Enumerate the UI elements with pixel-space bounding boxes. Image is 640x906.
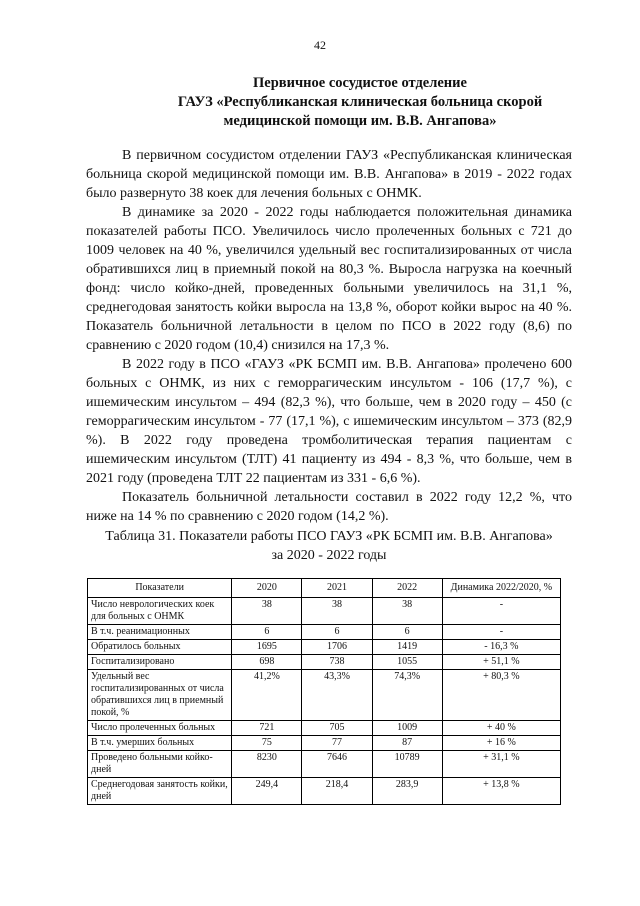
row-label: Среднегодовая занятость койки, дней: [88, 778, 232, 805]
table-row: [88, 751, 561, 778]
table-caption-line-1: Таблица 31. Показатели работы ПСО ГАУЗ «РК БСМП им. В.В. Ангапова»: [105, 529, 553, 544]
value-2020: 249,4: [232, 778, 302, 805]
table-body: [88, 598, 561, 805]
value-2020: 8230: [232, 751, 302, 778]
value-2021: 738: [302, 655, 372, 670]
heading-line-3: медицинской помощи им. В.В. Ангапова»: [223, 113, 497, 129]
value-2022: 1419: [372, 640, 442, 655]
value-2022: 87: [372, 736, 442, 751]
value-2021: 38: [302, 598, 372, 625]
row-label: Удельный вес госпитализированных от числа обратившихся лиц в приемный покой, %: [88, 670, 232, 721]
value-2021: 6: [302, 625, 372, 640]
paragraph: В 2022 году в ПСО «ГАУЗ «РК БСМП им. В.В. Ангапова» пролечено 600 больных с ОНМК, из них с геморрагическим инсультом - 106 (17,7 %), с ишемическим инсультом – 494 (82,3 %), что больше, чем в 2020 году – 450 (с геморрагическим инсультом - 77 (17,1 %), с ишемическим инсультом – 373 (82,9 %). В 2022 году проведена тромболитическая терапия пациентам с ишемическим инсультом (ТЛТ) 41 пациенту из 494 - 8,3 %, что больше, чем в 2021 году (проведена ТЛТ 22 пациентам из 331 - 6,6 %).: [86, 357, 572, 486]
table-row: [88, 721, 561, 736]
table-caption-line-2: за 2020 - 2022 годы: [271, 548, 387, 563]
row-label: Госпитализировано: [88, 655, 232, 670]
indicators-table: [87, 578, 561, 805]
value-2020: 1695: [232, 640, 302, 655]
value-2021: 218,4: [302, 778, 372, 805]
table-header-row: [88, 579, 561, 598]
table-row: [88, 736, 561, 751]
value-2021: 705: [302, 721, 372, 736]
header-cell-dynamics: Динамика 2022/2020, %: [442, 579, 560, 598]
value-dynamics: - 16,3 %: [442, 640, 560, 655]
table-row: [88, 625, 561, 640]
table-row: [88, 778, 561, 805]
paragraph: В динамике за 2020 - 2022 годы наблюдается положительная динамика показателей работы ПСО. Увеличилось число пролеченных больных с 721 до 1009 человек на 40 %, увеличился удельный вес госпитализированных от числа обратившихся лиц в приемный покой на 80,3 %. Выросла нагрузка на коечный фонд: число койко-дней, проведенных больными увеличилось на 31,1 %, среднегодовая занятость койки выросла на 13,8 %, оборот койки вырос на 40 %. Показатель больничной летальности в целом по ПСО в 2022 году (8,6) по сравнению с 2020 годом (10,4) снизился на 17,3 %.: [86, 205, 572, 353]
table-row: [88, 598, 561, 625]
body-text: [86, 146, 572, 526]
row-label: Проведено больными койко-дней: [88, 751, 232, 778]
value-2021: 1706: [302, 640, 372, 655]
value-2022: 10789: [372, 751, 442, 778]
heading-line-1: Первичное сосудистое отделение: [253, 75, 467, 91]
row-label: Число неврологических коек для больных с ОНМК: [88, 598, 232, 625]
value-2022: 6: [372, 625, 442, 640]
value-2020: 75: [232, 736, 302, 751]
value-dynamics: -: [442, 625, 560, 640]
row-label: В т.ч. реанимационных: [88, 625, 232, 640]
value-2020: 6: [232, 625, 302, 640]
value-2020: 38: [232, 598, 302, 625]
row-label: Обратилось больных: [88, 640, 232, 655]
value-2020: 698: [232, 655, 302, 670]
value-2022: 283,9: [372, 778, 442, 805]
table-row: [88, 670, 561, 721]
table-row: [88, 640, 561, 655]
heading-line-2: ГАУЗ «Республиканская клиническая больница скорой: [177, 94, 543, 110]
value-dynamics: + 16 %: [442, 736, 560, 751]
value-2022: 74,3%: [372, 670, 442, 721]
value-2021: 43,3%: [302, 670, 372, 721]
paragraph: Показатель больничной летальности составил в 2022 году 12,2 %, что ниже на 14 % по сравнению с 2020 годом (14,2 %).: [86, 490, 572, 524]
row-label: Число пролеченных больных: [88, 721, 232, 736]
paragraph: В первичном сосудистом отделении ГАУЗ «Республиканская клиническая больница скорой медицинской помощи им. В.В. Ангапова» в 2019 - 2022 годах было развернуто 38 коек для лечения больных с ОНМК.: [86, 148, 572, 201]
section-heading: [150, 74, 570, 131]
table-caption: [86, 527, 572, 565]
value-2021: 77: [302, 736, 372, 751]
value-2021: 7646: [302, 751, 372, 778]
value-2022: 1055: [372, 655, 442, 670]
header-cell-2021: 2021: [302, 579, 372, 598]
value-2022: 38: [372, 598, 442, 625]
header-cell-2022: 2022: [372, 579, 442, 598]
header-cell-2020: 2020: [232, 579, 302, 598]
table-row: [88, 655, 561, 670]
value-dynamics: + 40 %: [442, 721, 560, 736]
value-2020: 721: [232, 721, 302, 736]
value-dynamics: + 51,1 %: [442, 655, 560, 670]
row-label: В т.ч. умерших больных: [88, 736, 232, 751]
page-number: 42: [314, 38, 326, 52]
value-dynamics: + 13,8 %: [442, 778, 560, 805]
value-dynamics: -: [442, 598, 560, 625]
value-2022: 1009: [372, 721, 442, 736]
value-dynamics: + 80,3 %: [442, 670, 560, 721]
value-dynamics: + 31,1 %: [442, 751, 560, 778]
header-cell-indicator: Показатели: [88, 579, 232, 598]
value-2020: 41,2%: [232, 670, 302, 721]
